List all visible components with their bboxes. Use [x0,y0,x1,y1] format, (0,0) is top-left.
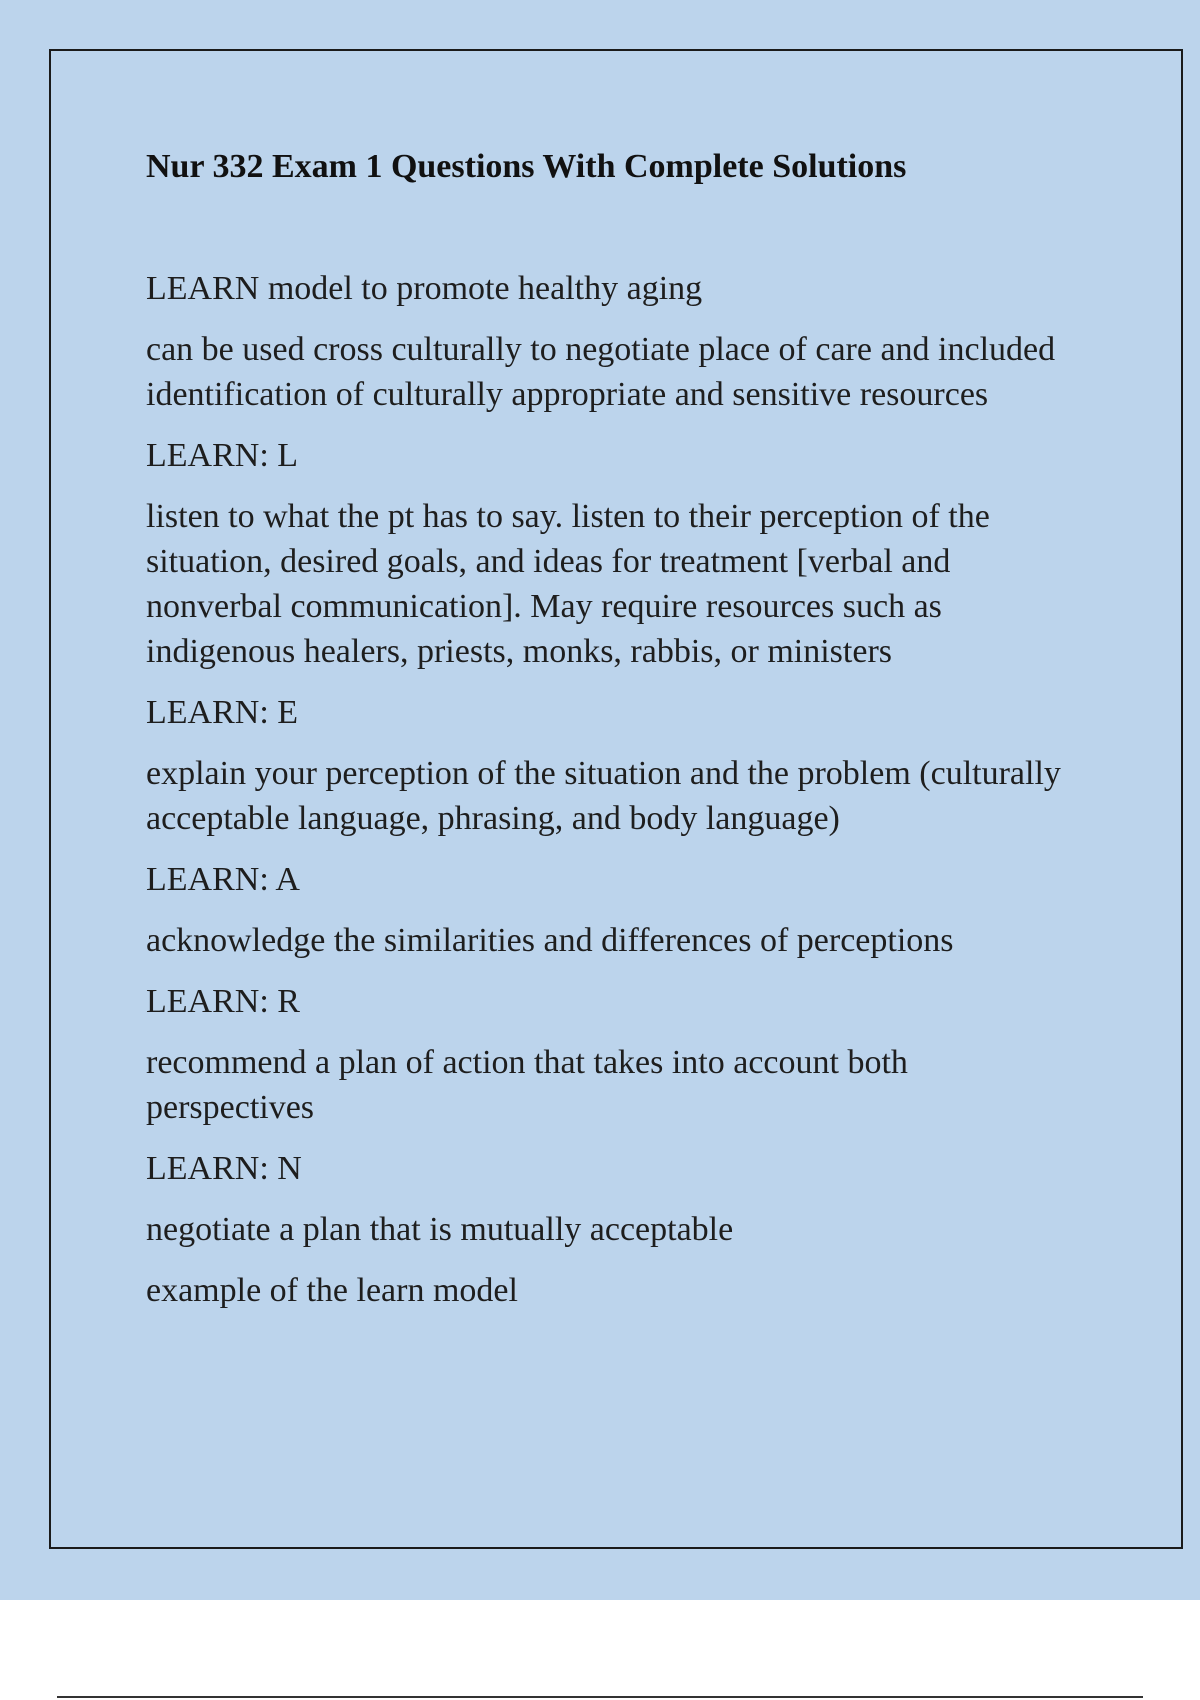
term-learn-e: LEARN: E [146,694,299,731]
definition-learn-model: can be used cross culturally to negotiate place of care and included identification of culturally appropriate and sensitive resources [146,331,1056,413]
definition-learn-l: listen to what the pt has to say. listen to their perception of the situation, desired goals, and ideas for treatment [verbal and nonverbal communication]. May require resources such as indigenous healers, priests, monks, rabbis, or ministers [146,498,990,670]
term-learn-a: LEARN: A [146,861,300,898]
term-learn-l: LEARN: L [146,437,299,474]
term-learn-n: LEARN: N [146,1150,302,1187]
document-title: Nur 332 Exam 1 Questions With Complete Solutions [146,148,907,185]
definition-learn-r: recommend a plan of action that takes into account both perspectives [146,1044,908,1126]
definition-learn-a: acknowledge the similarities and differences of perceptions [146,922,954,959]
document-body [146,266,1076,1329]
term-learn-model: LEARN model to promote healthy aging [146,270,703,307]
footer-divider [57,1696,1143,1698]
term-learn-r: LEARN: R [146,983,300,1020]
definition-learn-e: explain your perception of the situation and the problem (culturally acceptable language, phrasing, and body language) [146,755,1061,837]
definition-learn-n: negotiate a plan that is mutually acceptable [146,1211,734,1248]
term-learn-example: example of the learn model [146,1272,518,1309]
